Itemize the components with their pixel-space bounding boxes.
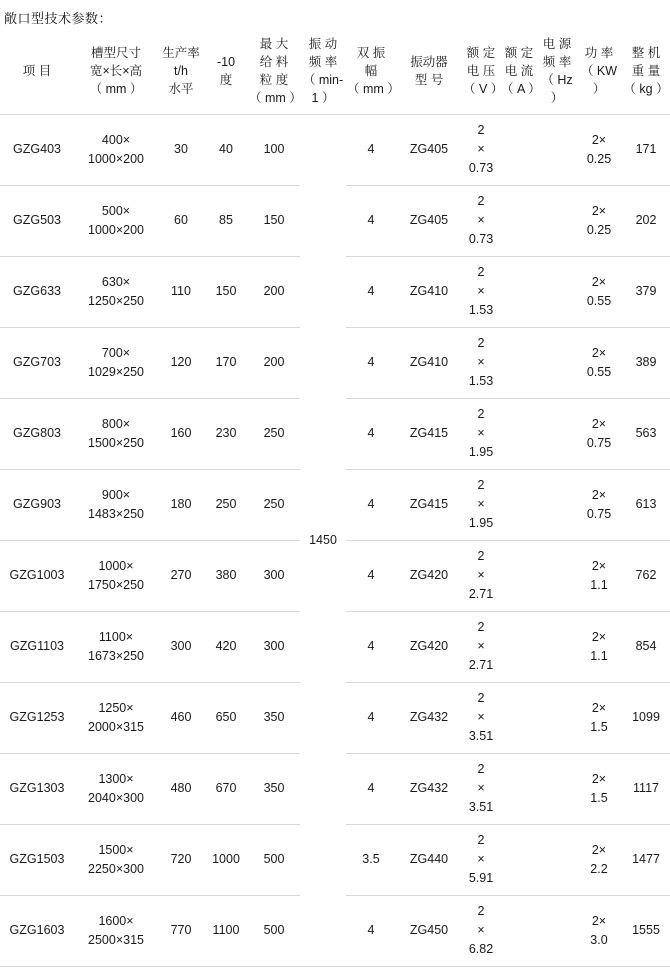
cell-rated-current (500, 114, 538, 185)
cell-trough-size (74, 114, 158, 185)
cell-capacity-slope: 170 (204, 327, 248, 398)
voltage-line3: 3.51 (468, 728, 494, 743)
trough-line2: 1673×250 (88, 648, 144, 663)
voltage-line3: 0.73 (468, 160, 494, 175)
header-capacity-slope (204, 33, 248, 114)
power-line1: 2× (591, 700, 607, 715)
voltage-line2: × (477, 284, 485, 299)
power-line1: 2× (591, 274, 607, 289)
cell-double-amplitude: 4 (346, 540, 396, 611)
trough-line2: 1000×200 (88, 151, 144, 166)
trough-line1: 1100× (98, 629, 134, 644)
power-line1: 2× (591, 558, 607, 573)
header-hz-line1: 电 源 (542, 37, 572, 51)
cell-power-frequency (538, 469, 576, 540)
cell-power-frequency (538, 753, 576, 824)
cell-model (0, 895, 74, 966)
cell-model (0, 185, 74, 256)
cell-double-amplitude: 3.5 (346, 824, 396, 895)
power-line1: 2× (591, 203, 607, 218)
cell-vibrator-model: ZG432 (396, 682, 462, 753)
cell-capacity-horizontal: 60 (158, 185, 204, 256)
cell-power (576, 824, 622, 895)
cell-max-feed-size: 300 (248, 540, 300, 611)
cell-rated-voltage (462, 114, 500, 185)
cell-double-amplitude: 4 (346, 327, 396, 398)
cell-power (576, 256, 622, 327)
voltage-line3: 6.82 (468, 941, 494, 956)
cell-double-amplitude: 4 (346, 114, 396, 185)
cell-rated-current (500, 256, 538, 327)
cell-total-weight: 1477 (622, 824, 670, 895)
cell-power (576, 114, 622, 185)
header-rated-current (500, 33, 541, 114)
header-hz-line3: （ Hz ） (541, 73, 573, 106)
model-value: GZG1003 (9, 568, 65, 583)
cell-power (576, 540, 622, 611)
voltage-line3: 2.71 (468, 657, 494, 672)
header-weight-line1: 整 机 (631, 46, 661, 61)
cell-power-frequency (538, 682, 576, 753)
trough-line2: 1483×250 (88, 506, 144, 521)
power-line2: 0.25 (586, 151, 612, 166)
cell-trough-size (74, 256, 158, 327)
power-line1: 2× (591, 416, 607, 431)
header-rated-voltage (462, 33, 504, 114)
model-value: GZG633 (13, 284, 61, 299)
cell-total-weight: 613 (622, 469, 670, 540)
cell-max-feed-size: 300 (248, 611, 300, 682)
power-line2: 0.55 (586, 293, 612, 308)
cell-power (576, 469, 622, 540)
voltage-line2: × (477, 426, 485, 441)
cell-total-weight: 202 (622, 185, 670, 256)
header-trough-line3: （ mm ） (89, 82, 143, 97)
voltage-line1: 2 (477, 407, 485, 422)
cell-power-frequency (538, 256, 576, 327)
voltage-line2: × (477, 355, 485, 370)
voltage-line2: × (477, 568, 485, 583)
cell-trough-size (74, 327, 158, 398)
cell-rated-voltage (462, 540, 500, 611)
cell-vibrator-model: ZG420 (396, 540, 462, 611)
model-value: GZG803 (13, 426, 61, 441)
voltage-line2: × (477, 213, 485, 228)
trough-line1: 1000× (98, 558, 134, 573)
power-line2: 0.75 (586, 506, 612, 521)
cell-capacity-horizontal: 160 (158, 398, 204, 469)
header-trough-size (74, 33, 158, 114)
trough-line2: 1750×250 (88, 577, 144, 592)
cell-rated-voltage (462, 753, 500, 824)
cell-power-frequency (538, 114, 576, 185)
table-row (0, 114, 670, 185)
power-line1: 2× (591, 345, 607, 360)
cell-capacity-slope: 650 (204, 682, 248, 753)
power-line1: 2× (591, 629, 607, 644)
voltage-line1: 2 (477, 478, 485, 493)
header-vib-line2: 型 号 (414, 73, 444, 88)
cell-capacity-horizontal: 300 (158, 611, 204, 682)
header-amps-line1: 额 定 (504, 46, 534, 61)
cell-total-weight: 1555 (622, 895, 670, 966)
cell-max-feed-size: 250 (248, 469, 300, 540)
cell-rated-voltage (462, 611, 500, 682)
voltage-line3: 3.51 (468, 799, 494, 814)
cell-trough-size (74, 753, 158, 824)
header-item-line1: 项 目 (22, 64, 52, 79)
cell-model (0, 327, 74, 398)
header-feed-line1: 最 大 (259, 37, 289, 51)
model-value: GZG1603 (9, 923, 65, 938)
cell-vibrator-model: ZG415 (396, 398, 462, 469)
header-amp-line3: （ mm ） (347, 82, 400, 97)
cell-double-amplitude: 4 (346, 682, 396, 753)
cell-double-amplitude: 4 (346, 611, 396, 682)
power-line2: 1.5 (590, 719, 608, 734)
header-volt-line3: （ V ） (463, 82, 504, 97)
voltage-line3: 1.95 (468, 444, 494, 459)
voltage-line1: 2 (477, 265, 485, 280)
trough-line1: 1250× (98, 700, 134, 715)
cell-rated-current (500, 327, 538, 398)
header-max-feed-size (248, 33, 300, 114)
cell-max-feed-size: 150 (248, 185, 300, 256)
voltage-line1: 2 (477, 194, 485, 209)
header-capacity-line2: t/h (174, 64, 188, 79)
header-row (0, 33, 670, 114)
cell-rated-current (500, 753, 538, 824)
power-line2: 0.55 (586, 364, 612, 379)
trough-line1: 630× (101, 274, 131, 289)
cell-power-frequency (538, 540, 576, 611)
cell-total-weight: 171 (622, 114, 670, 185)
cell-trough-size (74, 824, 158, 895)
cell-capacity-slope: 85 (204, 185, 248, 256)
power-line1: 2× (591, 913, 607, 928)
cell-capacity-horizontal: 180 (158, 469, 204, 540)
cell-capacity-horizontal: 770 (158, 895, 204, 966)
header-capacity-line3: 水平 (168, 82, 194, 97)
cell-rated-voltage (462, 469, 500, 540)
cell-trough-size (74, 469, 158, 540)
header-amp-line1: 双 振 (356, 46, 386, 61)
cell-power (576, 895, 622, 966)
header-trough-line2: 宽×长×高 (89, 64, 143, 79)
cell-vibrator-model: ZG440 (396, 824, 462, 895)
cell-rated-voltage (462, 256, 500, 327)
cell-capacity-slope: 150 (204, 256, 248, 327)
cell-capacity-slope: 670 (204, 753, 248, 824)
header-double-amplitude (346, 33, 400, 114)
trough-line1: 400× (101, 132, 131, 147)
header-slope-line2: 度 (219, 73, 233, 88)
cell-capacity-horizontal: 720 (158, 824, 204, 895)
cell-rated-current (500, 398, 538, 469)
cell-total-weight: 1117 (622, 753, 670, 824)
table-header (0, 33, 670, 114)
header-feed-line4: （ mm ） (249, 91, 302, 106)
cell-total-weight: 762 (622, 540, 670, 611)
cell-rated-current (500, 185, 538, 256)
cell-total-weight: 563 (622, 398, 670, 469)
header-amp-line2: 幅 (364, 64, 378, 79)
cell-max-feed-size: 350 (248, 682, 300, 753)
cell-vibrator-model: ZG432 (396, 753, 462, 824)
power-line2: 1.1 (590, 577, 608, 592)
cell-model (0, 611, 74, 682)
cell-rated-current (500, 682, 538, 753)
trough-line2: 1250×250 (88, 293, 144, 308)
voltage-line1: 2 (477, 762, 485, 777)
header-vibrator-model (396, 33, 462, 114)
voltage-line1: 2 (477, 904, 485, 919)
trough-line1: 1600× (98, 913, 134, 928)
cell-model (0, 114, 74, 185)
model-value: GZG503 (13, 213, 61, 228)
cell-power-frequency (538, 611, 576, 682)
header-power-frequency (538, 33, 576, 114)
cell-power (576, 327, 622, 398)
model-value: GZG1103 (10, 639, 64, 654)
voltage-line2: × (477, 142, 485, 157)
cell-capacity-slope: 420 (204, 611, 248, 682)
cell-capacity-horizontal: 480 (158, 753, 204, 824)
voltage-line1: 2 (477, 691, 485, 706)
header-freq-line2: 频 率 (308, 55, 338, 70)
model-value: GZG903 (13, 497, 61, 512)
cell-model (0, 469, 74, 540)
power-line2: 0.75 (586, 435, 612, 450)
header-capacity-horizontal (158, 33, 204, 114)
model-value: GZG1503 (9, 852, 65, 867)
cell-vibrator-model: ZG415 (396, 469, 462, 540)
cell-max-feed-size: 200 (248, 256, 300, 327)
trough-line2: 2250×300 (88, 861, 144, 876)
model-value: GZG1253 (9, 710, 65, 725)
cell-model (0, 824, 74, 895)
header-vibration-frequency (300, 33, 346, 114)
header-power-line2: （ KW ） (580, 64, 618, 97)
cell-double-amplitude: 4 (346, 753, 396, 824)
cell-capacity-slope: 1100 (204, 895, 248, 966)
cell-model (0, 753, 74, 824)
cell-power (576, 185, 622, 256)
cell-power-frequency (538, 185, 576, 256)
trough-line1: 900× (101, 487, 131, 502)
cell-max-feed-size: 500 (248, 895, 300, 966)
voltage-line2: × (477, 639, 485, 654)
cell-trough-size (74, 682, 158, 753)
cell-capacity-slope: 250 (204, 469, 248, 540)
power-line1: 2× (591, 771, 607, 786)
header-feed-line3: 粒 度 (259, 73, 289, 88)
voltage-line1: 2 (477, 123, 485, 138)
cell-power (576, 611, 622, 682)
spec-table (0, 33, 670, 967)
voltage-line3: 1.53 (468, 373, 494, 388)
cell-trough-size (74, 895, 158, 966)
power-line1: 2× (591, 487, 607, 502)
cell-power (576, 753, 622, 824)
cell-capacity-slope: 1000 (204, 824, 248, 895)
cell-model (0, 540, 74, 611)
voltage-line2: × (477, 781, 485, 796)
header-item (0, 33, 74, 114)
header-freq-line3: （ min-1 ） (302, 73, 344, 106)
trough-line1: 1300× (98, 771, 134, 786)
cell-vibrator-model: ZG410 (396, 256, 462, 327)
cell-vibrator-model: ZG410 (396, 327, 462, 398)
power-line2: 1.1 (590, 648, 608, 663)
cell-trough-size (74, 398, 158, 469)
cell-rated-current (500, 895, 538, 966)
header-amps-line2: 电 流 (504, 64, 534, 79)
voltage-line2: × (477, 710, 485, 725)
power-line2: 2.2 (590, 861, 608, 876)
voltage-line1: 2 (477, 549, 485, 564)
header-power-line1: 功 率 (584, 46, 614, 61)
cell-double-amplitude: 4 (346, 469, 396, 540)
cell-double-amplitude: 4 (346, 398, 396, 469)
header-trough-line1: 槽型尺寸 (90, 46, 141, 61)
header-slope-line1: -10 (216, 55, 236, 70)
trough-line2: 2040×300 (88, 790, 144, 805)
trough-line1: 500× (101, 203, 131, 218)
cell-power-frequency (538, 398, 576, 469)
voltage-line2: × (477, 852, 485, 867)
cell-trough-size (74, 540, 158, 611)
cell-power-frequency (538, 824, 576, 895)
cell-capacity-slope: 230 (204, 398, 248, 469)
cell-rated-voltage (462, 398, 500, 469)
cell-rated-current (500, 611, 538, 682)
power-line1: 2× (591, 132, 607, 147)
voltage-line2: × (477, 923, 485, 938)
cell-rated-current (500, 540, 538, 611)
cell-model (0, 682, 74, 753)
trough-line2: 1000×200 (88, 222, 144, 237)
header-power (576, 33, 622, 114)
cell-double-amplitude: 4 (346, 185, 396, 256)
header-feed-line2: 给 料 (259, 55, 289, 70)
trough-line1: 800× (101, 416, 131, 431)
voltage-line2: × (477, 497, 485, 512)
cell-max-feed-size: 500 (248, 824, 300, 895)
model-value: GZG1303 (9, 781, 65, 796)
header-hz-line2: 频 率 (542, 55, 572, 70)
header-capacity-line1: 生产率 (162, 46, 200, 61)
voltage-line1: 2 (477, 833, 485, 848)
cell-rated-voltage (462, 185, 500, 256)
voltage-line1: 2 (477, 620, 485, 635)
trough-line2: 2000×315 (88, 719, 144, 734)
trough-line1: 1500× (98, 842, 134, 857)
header-volt-line2: 电 压 (466, 64, 496, 79)
cell-total-weight: 854 (622, 611, 670, 682)
cell-vibrator-model: ZG405 (396, 185, 462, 256)
cell-max-feed-size: 250 (248, 398, 300, 469)
cell-capacity-horizontal: 110 (158, 256, 204, 327)
voltage-line3: 0.73 (468, 231, 494, 246)
cell-trough-size (74, 185, 158, 256)
cell-total-weight: 379 (622, 256, 670, 327)
cell-max-feed-size: 350 (248, 753, 300, 824)
cell-rated-voltage (462, 895, 500, 966)
header-weight-line3: （ kg ） (623, 82, 669, 97)
page-title: 敞口型技术参数： (4, 11, 113, 26)
header-volt-line1: 额 定 (466, 46, 496, 61)
power-line2: 1.5 (590, 790, 608, 805)
cell-capacity-horizontal: 270 (158, 540, 204, 611)
cell-double-amplitude: 4 (346, 256, 396, 327)
header-amps-line3: （ A ） (501, 82, 541, 97)
voltage-line3: 1.53 (468, 302, 494, 317)
cell-double-amplitude: 4 (346, 895, 396, 966)
cell-total-weight: 1099 (622, 682, 670, 753)
cell-vibrator-model: ZG450 (396, 895, 462, 966)
cell-capacity-slope: 380 (204, 540, 248, 611)
power-line1: 2× (591, 842, 607, 857)
voltage-line3: 5.91 (468, 870, 494, 885)
model-value: GZG403 (13, 142, 61, 157)
cell-vibrator-model: ZG420 (396, 611, 462, 682)
trough-line1: 700× (101, 345, 131, 360)
cell-power-frequency (538, 895, 576, 966)
cell-rated-voltage (462, 327, 500, 398)
cell-model (0, 398, 74, 469)
cell-model (0, 256, 74, 327)
header-vib-line1: 振动器 (410, 55, 448, 70)
trough-line2: 1029×250 (88, 364, 144, 379)
cell-max-feed-size: 200 (248, 327, 300, 398)
cell-capacity-slope: 40 (204, 114, 248, 185)
cell-power (576, 682, 622, 753)
cell-capacity-horizontal: 460 (158, 682, 204, 753)
cell-rated-voltage (462, 824, 500, 895)
header-total-weight (622, 33, 670, 114)
cell-rated-voltage (462, 682, 500, 753)
voltage-line1: 2 (477, 336, 485, 351)
trough-line2: 1500×250 (88, 435, 144, 450)
voltage-line3: 2.71 (468, 586, 494, 601)
power-line2: 3.0 (590, 932, 608, 947)
cell-capacity-horizontal: 120 (158, 327, 204, 398)
cell-rated-current (500, 824, 538, 895)
header-freq-line1: 振 动 (308, 37, 338, 51)
voltage-line3: 1.95 (468, 515, 494, 530)
power-line2: 0.25 (586, 222, 612, 237)
model-value: GZG703 (13, 355, 61, 370)
cell-power (576, 398, 622, 469)
cell-capacity-horizontal: 30 (158, 114, 204, 185)
trough-line2: 2500×315 (88, 932, 144, 947)
cell-power-frequency (538, 327, 576, 398)
cell-trough-size (74, 611, 158, 682)
cell-total-weight: 389 (622, 327, 670, 398)
cell-rated-current (500, 469, 538, 540)
cell-vibrator-model: ZG405 (396, 114, 462, 185)
header-weight-line2: 重 量 (631, 64, 661, 79)
cell-vibration-frequency: 1450 (300, 114, 346, 966)
table-body (0, 114, 670, 966)
cell-max-feed-size: 100 (248, 114, 300, 185)
